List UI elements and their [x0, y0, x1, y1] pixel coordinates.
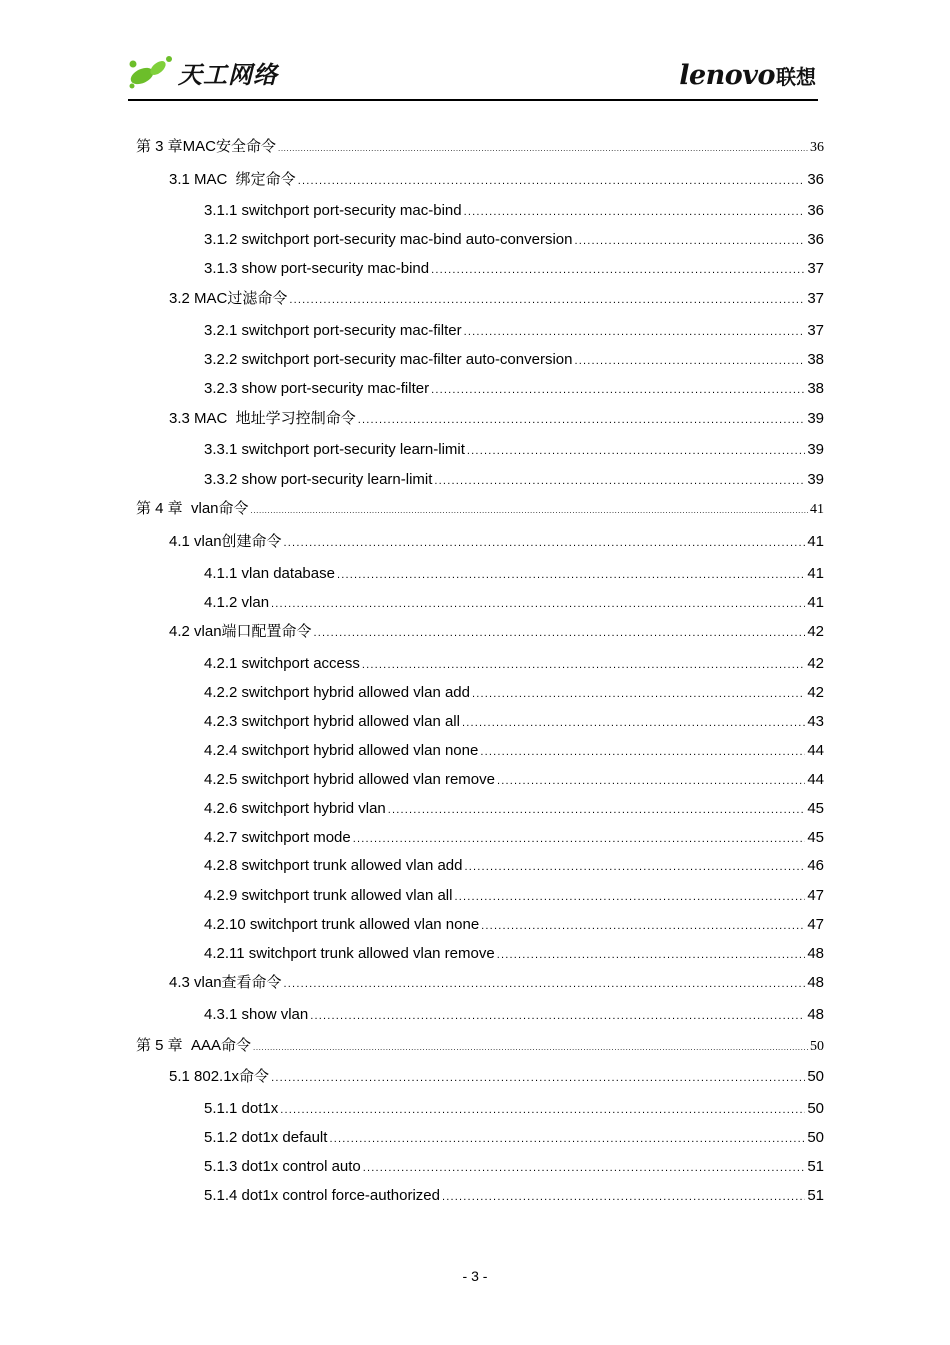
toc-section-entry[interactable]	[169, 290, 824, 309]
toc-entry-page: 45	[807, 800, 824, 817]
toc-entry-label: 3.3 MAC 地址学习控制命令	[169, 410, 356, 427]
tiangong-logo-text: 天工网络	[178, 60, 278, 89]
toc-subsection-entry[interactable]	[204, 800, 824, 819]
toc-entry-page: 36	[807, 231, 824, 248]
toc-entry-label: 4.2.10 switchport trunk allowed vlan none	[204, 916, 480, 933]
toc-entry-label: 3.2.2 switchport port-security mac-filter auto-conversion	[204, 351, 573, 368]
toc-entry-label: 4.2.2 switchport hybrid allowed vlan add	[204, 684, 470, 701]
toc-entry-page: 48	[807, 945, 824, 962]
toc-leader-dots	[329, 1130, 805, 1148]
toc-section-entry[interactable]	[169, 623, 824, 642]
toc-entry-page: 39	[807, 471, 824, 488]
toc-section-entry[interactable]	[169, 1068, 824, 1087]
toc-entry-page: 50	[807, 1100, 824, 1117]
toc-entry-label: 5.1.3 dot1x control auto	[204, 1158, 361, 1175]
toc-section-entry[interactable]	[169, 410, 824, 429]
toc-entry-page: 36	[807, 202, 824, 219]
toc-section-entry[interactable]	[169, 974, 824, 993]
toc-entry-label: 第 4 章 vlan命令	[136, 500, 249, 517]
toc-entry-page: 50	[807, 1068, 824, 1085]
toc-subsection-entry[interactable]	[204, 351, 824, 370]
toc-subsection-entry[interactable]	[204, 742, 824, 761]
toc-subsection-entry[interactable]	[204, 1158, 824, 1177]
toc-leader-dots	[289, 291, 805, 309]
toc-leader-dots	[480, 743, 805, 761]
toc-entry-label: 4.1.1 vlan database	[204, 565, 335, 582]
toc-subsection-entry[interactable]	[204, 1100, 824, 1119]
toc-entry-label: 4.2.9 switchport trunk allowed vlan all	[204, 887, 453, 904]
toc-leader-dots	[314, 624, 806, 642]
toc-section-entry[interactable]	[169, 533, 824, 552]
toc-section-entry[interactable]	[169, 171, 824, 190]
toc-subsection-entry[interactable]	[204, 829, 824, 848]
toc-entry-label: 4.2.11 switchport trunk allowed vlan remove	[204, 945, 495, 962]
toc-entry-label: 3.2.3 show port-security mac-filter	[204, 380, 430, 397]
toc-entry-page: 36	[810, 140, 824, 155]
toc-leader-dots	[271, 1069, 805, 1087]
toc-entry-page: 41	[810, 502, 824, 517]
toc-entry-page: 47	[807, 887, 824, 904]
toc-entry-label: 5.1.4 dot1x control force-authorized	[204, 1187, 440, 1204]
toc-leader-dots	[472, 685, 805, 703]
toc-leader-dots	[337, 566, 805, 584]
toc-entry-label: 4.2.3 switchport hybrid allowed vlan all	[204, 713, 460, 730]
toc-leader-dots	[253, 1039, 808, 1057]
toc-subsection-entry[interactable]	[204, 322, 824, 341]
toc-entry-label: 4.2.5 switchport hybrid allowed vlan remove	[204, 771, 495, 788]
toc-entry-page: 39	[807, 410, 824, 427]
toc-leader-dots	[434, 472, 805, 490]
toc-leader-dots	[271, 595, 805, 613]
toc-entry-page: 37	[807, 290, 824, 307]
toc-leader-dots	[574, 352, 805, 370]
toc-entry-label: 4.2.1 switchport access	[204, 655, 360, 672]
toc-entry-page: 37	[807, 260, 824, 277]
toc-leader-dots	[431, 381, 805, 399]
toc-subsection-entry[interactable]	[204, 713, 824, 732]
toc-entry-page: 41	[807, 533, 824, 550]
toc-entry-page: 38	[807, 351, 824, 368]
toc-entry-label: 4.3 vlan查看命令	[169, 974, 282, 991]
toc-subsection-entry[interactable]	[204, 380, 824, 399]
toc-leader-dots	[284, 534, 806, 552]
toc-entry-page: 42	[807, 655, 824, 672]
toc-entry-page: 47	[807, 916, 824, 933]
toc-entry-page: 43	[807, 713, 824, 730]
toc-subsection-entry[interactable]	[204, 594, 824, 613]
toc-entry-label: 4.3.1 show vlan	[204, 1006, 309, 1023]
header-rule	[128, 99, 818, 101]
toc-leader-dots	[497, 946, 806, 964]
toc-entry-label: 3.1.2 switchport port-security mac-bind auto-conversion	[204, 231, 573, 248]
toc-entry-page: 37	[807, 322, 824, 339]
toc-subsection-entry[interactable]	[204, 887, 824, 906]
toc-chapter-entry[interactable]	[136, 1037, 824, 1057]
toc-entry-page: 36	[807, 171, 824, 188]
toc-subsection-entry[interactable]	[204, 441, 824, 460]
tiangong-logo	[128, 52, 278, 92]
toc-leader-dots	[442, 1188, 805, 1206]
toc-entry-label: 4.1 vlan创建命令	[169, 533, 282, 550]
toc-leader-dots	[462, 714, 805, 732]
toc-subsection-entry[interactable]	[204, 231, 824, 250]
toc-entry-label: 4.2.6 switchport hybrid vlan	[204, 800, 386, 817]
toc-subsection-entry[interactable]	[204, 565, 824, 584]
toc-leader-dots	[454, 888, 805, 906]
toc-leader-dots	[464, 858, 805, 876]
toc-entry-label: 4.2 vlan端口配置命令	[169, 623, 312, 640]
toc-leader-dots	[298, 172, 806, 190]
toc-entry-label: 3.1.1 switchport port-security mac-bind	[204, 202, 462, 219]
toc-entry-page: 44	[807, 771, 824, 788]
toc-entry-page: 45	[807, 829, 824, 846]
toc-entry-label: 5.1.2 dot1x default	[204, 1129, 328, 1146]
toc-entry-page: 50	[810, 1039, 824, 1054]
toc-entry-page: 51	[807, 1158, 824, 1175]
toc-subsection-entry[interactable]	[204, 655, 824, 674]
green-leaf-icon	[128, 52, 174, 92]
page-number: - 3 -	[462, 1268, 488, 1284]
toc-subsection-entry[interactable]	[204, 771, 824, 790]
toc-entry-label: 3.1 MAC 绑定命令	[169, 171, 296, 188]
toc-entry-label: 3.2 MAC过滤命令	[169, 290, 288, 307]
toc-entry-page: 44	[807, 742, 824, 759]
toc-entry-page: 38	[807, 380, 824, 397]
toc-entry-page: 41	[807, 565, 824, 582]
toc-entry-label: 5.1 802.1x命令	[169, 1068, 270, 1085]
toc-entry-label: 第 5 章 AAA命令	[136, 1037, 252, 1054]
toc-entry-label: 第 3 章MAC安全命令	[136, 138, 277, 155]
toc-leader-dots	[251, 502, 808, 520]
toc-entry-page: 41	[807, 594, 824, 611]
toc-leader-dots	[497, 772, 805, 790]
toc-subsection-entry[interactable]	[204, 945, 824, 964]
toc-entry-label: 4.1.2 vlan	[204, 594, 270, 611]
toc-chapter-entry[interactable]	[136, 138, 824, 158]
toc-entry-label: 4.2.8 switchport trunk allowed vlan add	[204, 857, 463, 874]
toc-entry-label: 3.1.3 show port-security mac-bind	[204, 260, 430, 277]
toc-subsection-entry[interactable]	[204, 857, 824, 876]
page-header	[128, 48, 818, 100]
toc-leader-dots	[310, 1007, 805, 1025]
toc-entry-page: 42	[807, 623, 824, 640]
toc-leader-dots	[284, 975, 806, 993]
toc-entry-page: 46	[807, 857, 824, 874]
toc-leader-dots	[431, 261, 805, 279]
lenovo-logo-cn: 联想	[776, 65, 816, 89]
toc-subsection-entry[interactable]	[204, 1187, 824, 1206]
toc-subsection-entry[interactable]	[204, 260, 824, 279]
toc-subsection-entry[interactable]	[204, 471, 824, 490]
toc-leader-dots	[358, 411, 806, 429]
toc-entry-label: 4.2.4 switchport hybrid allowed vlan none	[204, 742, 479, 759]
toc-leader-dots	[280, 1101, 805, 1119]
toc-entry-page: 48	[807, 1006, 824, 1023]
toc-leader-dots	[481, 917, 805, 935]
toc-entry-label: 3.3.1 switchport port-security learn-limit	[204, 441, 465, 458]
lenovo-logo-en: lenovo	[679, 60, 775, 91]
toc-leader-dots	[388, 801, 806, 819]
toc-entry-page: 42	[807, 684, 824, 701]
toc-entry-label: 3.2.1 switchport port-security mac-filter	[204, 322, 462, 339]
toc-subsection-entry[interactable]	[204, 202, 824, 221]
toc-subsection-entry[interactable]	[204, 1006, 824, 1025]
toc-entry-label: 4.2.7 switchport mode	[204, 829, 351, 846]
toc-subsection-entry[interactable]	[204, 684, 824, 703]
toc-leader-dots	[362, 656, 805, 674]
toc-leader-dots	[353, 830, 806, 848]
toc-entry-label: 3.3.2 show port-security learn-limit	[204, 471, 433, 488]
toc-entry-page: 39	[807, 441, 824, 458]
toc-entry-page: 48	[807, 974, 824, 991]
toc-entry-page: 51	[807, 1187, 824, 1204]
toc-leader-dots	[278, 140, 808, 158]
toc-leader-dots	[467, 442, 805, 460]
toc-subsection-entry[interactable]	[204, 1129, 824, 1148]
toc-entry-page: 50	[807, 1129, 824, 1146]
toc-subsection-entry[interactable]	[204, 916, 824, 935]
toc-entry-label: 5.1.1 dot1x	[204, 1100, 279, 1117]
toc-leader-dots	[575, 232, 806, 250]
toc-leader-dots	[363, 1159, 806, 1177]
toc-chapter-entry[interactable]	[136, 500, 824, 520]
lenovo-logo	[679, 60, 816, 91]
toc-leader-dots	[464, 203, 806, 221]
toc-leader-dots	[464, 323, 806, 341]
